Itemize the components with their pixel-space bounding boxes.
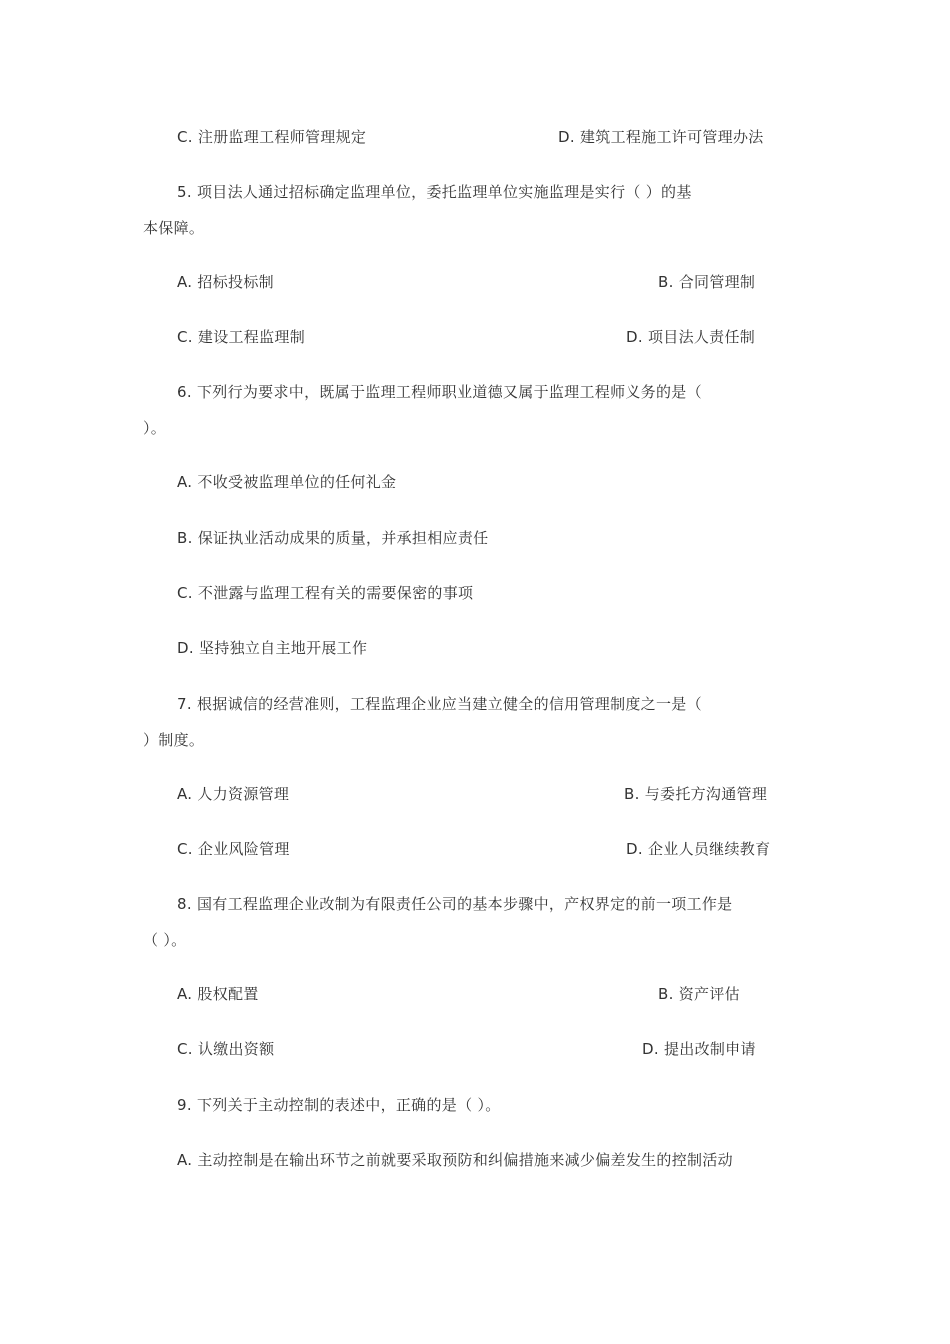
q9-option-a: A. 主动控制是在输出环节之前就要采取预防和纠偏措施来减少偏差发生的控制活动 bbox=[177, 1151, 733, 1169]
q5-option-c: C. 建设工程监理制 bbox=[177, 328, 306, 346]
q9-stem-line1: 9. 下列关于主动控制的表述中，正确的是（ ）。 bbox=[177, 1096, 501, 1114]
q6-option-b: B. 保证执业活动成果的质量，并承担相应责任 bbox=[177, 529, 489, 547]
q8-option-b: B. 资产评估 bbox=[658, 985, 740, 1003]
q5-option-a: A. 招标投标制 bbox=[177, 273, 274, 291]
q7-option-a: A. 人力资源管理 bbox=[177, 785, 290, 803]
q7-option-b: B. 与委托方沟通管理 bbox=[624, 785, 768, 803]
q6-option-c: C. 不泄露与监理工程有关的需要保密的事项 bbox=[177, 584, 474, 602]
q6-stem-line2: ）。 bbox=[143, 419, 167, 437]
q5-stem-line1: 5. 项目法人通过招标确定监理单位，委托监理单位实施监理是实行（ ）的基 bbox=[177, 183, 692, 201]
q7-option-c: C. 企业风险管理 bbox=[177, 840, 290, 858]
q6-stem-line1: 6. 下列行为要求中，既属于监理工程师职业道德又属于监理工程师义务的是（ bbox=[177, 383, 702, 401]
q4-option-c: C. 注册监理工程师管理规定 bbox=[177, 128, 367, 146]
q8-option-a: A. 股权配置 bbox=[177, 985, 259, 1003]
q6-option-d: D. 坚持独立自主地开展工作 bbox=[177, 639, 368, 657]
q5-stem-line2: 本保障。 bbox=[143, 219, 205, 237]
q4-option-d: D. 建筑工程施工许可管理办法 bbox=[558, 128, 764, 146]
q8-stem-line2: （ ）。 bbox=[143, 931, 187, 949]
q7-stem-line2: ）制度。 bbox=[143, 731, 205, 749]
q7-option-d: D. 企业人员继续教育 bbox=[626, 840, 771, 858]
q7-stem-line1: 7. 根据诚信的经营准则，工程监理企业应当建立健全的信用管理制度之一是（ bbox=[177, 695, 702, 713]
q6-option-a: A. 不收受被监理单位的任何礼金 bbox=[177, 473, 397, 491]
q8-option-d: D. 提出改制申请 bbox=[642, 1040, 756, 1058]
q8-stem-line1: 8. 国有工程监理企业改制为有限责任公司的基本步骤中，产权界定的前一项工作是 bbox=[177, 895, 733, 913]
q5-option-d: D. 项目法人责任制 bbox=[626, 328, 756, 346]
q8-option-c: C. 认缴出资额 bbox=[177, 1040, 275, 1058]
q5-option-b: B. 合同管理制 bbox=[658, 273, 756, 291]
